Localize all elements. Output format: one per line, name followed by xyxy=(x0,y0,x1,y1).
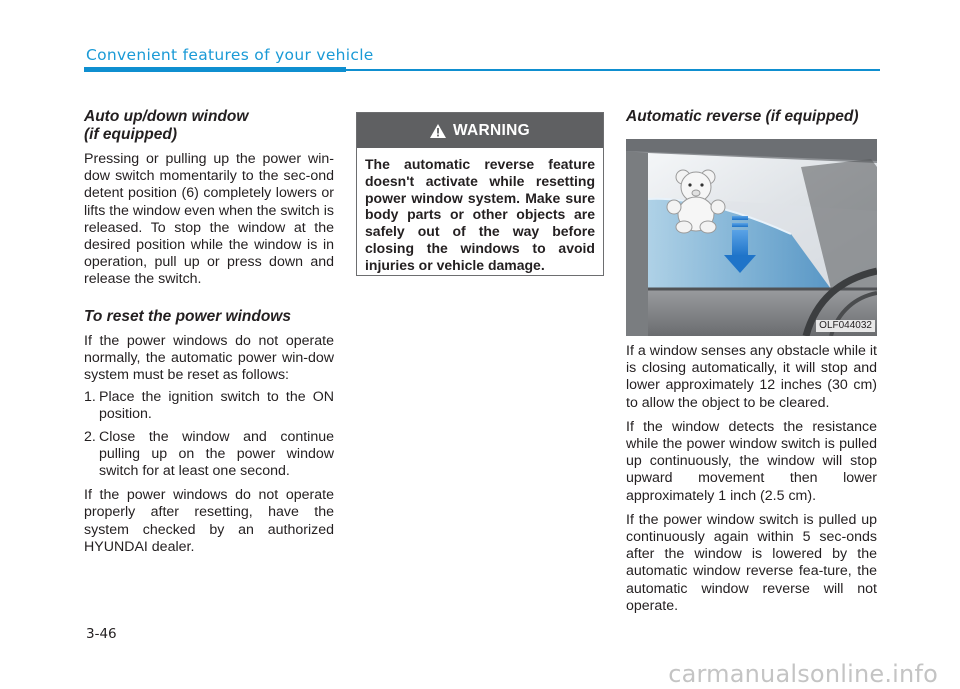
watermark: carmanualsonline.info xyxy=(668,660,938,688)
reset-intro-text: If the power windows do not operate normally, the automatic power win-dow system must be reset as follows: xyxy=(84,332,334,384)
auto-window-text: Pressing or pulling up the power win-dow switch momentarily to the sec-ond detent position (6) completely lowers or lifts the window even when the switch is released. To stop the window at the desired position while the window is in operation, pull up or press down and release the switch. xyxy=(84,151,334,288)
auto-reverse-heading: Automatic reverse (if equipped) xyxy=(626,108,859,125)
step-number: 2. xyxy=(84,428,96,445)
header-rule-thin xyxy=(346,69,880,71)
auto-window-heading-line1: Auto up/down window xyxy=(84,108,249,125)
right-column-heading-wrap xyxy=(626,108,877,126)
page-number: 3-46 xyxy=(86,626,117,642)
header-rule-thick xyxy=(84,67,346,72)
auto-reverse-text xyxy=(626,343,877,615)
reset-outro-text: If the power windows do not operate properly after resetting, have the system checked by an authorized HYUNDAI dealer. xyxy=(84,487,334,555)
reset-step-2 xyxy=(84,429,334,481)
auto-reverse-para-2: If the window detects the resistance while the power window switch is pulled up continuously, the window will stop upward movement then lower approximately 1 inch (2.5 cm). xyxy=(626,418,877,504)
warning-text: The automatic reverse feature doesn't activate while resetting power window system. Make sure body parts or other objects are safely out of the way before closing the windows to avoid injuries or vehicle damage. xyxy=(365,156,595,273)
auto-reverse-para-1: If a window senses any obstacle while it is closing automatically, it will stop and lower approximately 12 inches (30 cm) to allow the object to be cleared. xyxy=(626,343,877,411)
warning-header xyxy=(357,113,603,148)
section-title: Convenient features of your vehicle xyxy=(86,46,374,64)
step-text: Close the window and continue pulling up on the power window switch for at least one second. xyxy=(99,428,334,480)
auto-reverse-illustration xyxy=(626,139,877,336)
car-window-illustration xyxy=(626,139,877,336)
reset-heading: To reset the power windows xyxy=(84,307,291,325)
auto-window-heading xyxy=(84,108,334,144)
step-number: 1. xyxy=(84,389,96,406)
left-column xyxy=(84,108,334,556)
warning-title: WARNING xyxy=(452,121,530,139)
auto-window-heading-line2: (if equipped) xyxy=(84,126,177,143)
warning-box xyxy=(356,112,604,276)
warning-icon xyxy=(430,124,446,138)
figure-code: OLF044032 xyxy=(816,320,875,332)
auto-reverse-para-3: If the power window switch is pulled up continuously again within 5 sec-onds after the window is lowered by the automatic window reverse fea-ture, the automatic window reverse will not operate. xyxy=(626,511,877,614)
step-text: Place the ignition switch to the ON position. xyxy=(99,389,334,423)
reset-step-1 xyxy=(84,389,334,423)
